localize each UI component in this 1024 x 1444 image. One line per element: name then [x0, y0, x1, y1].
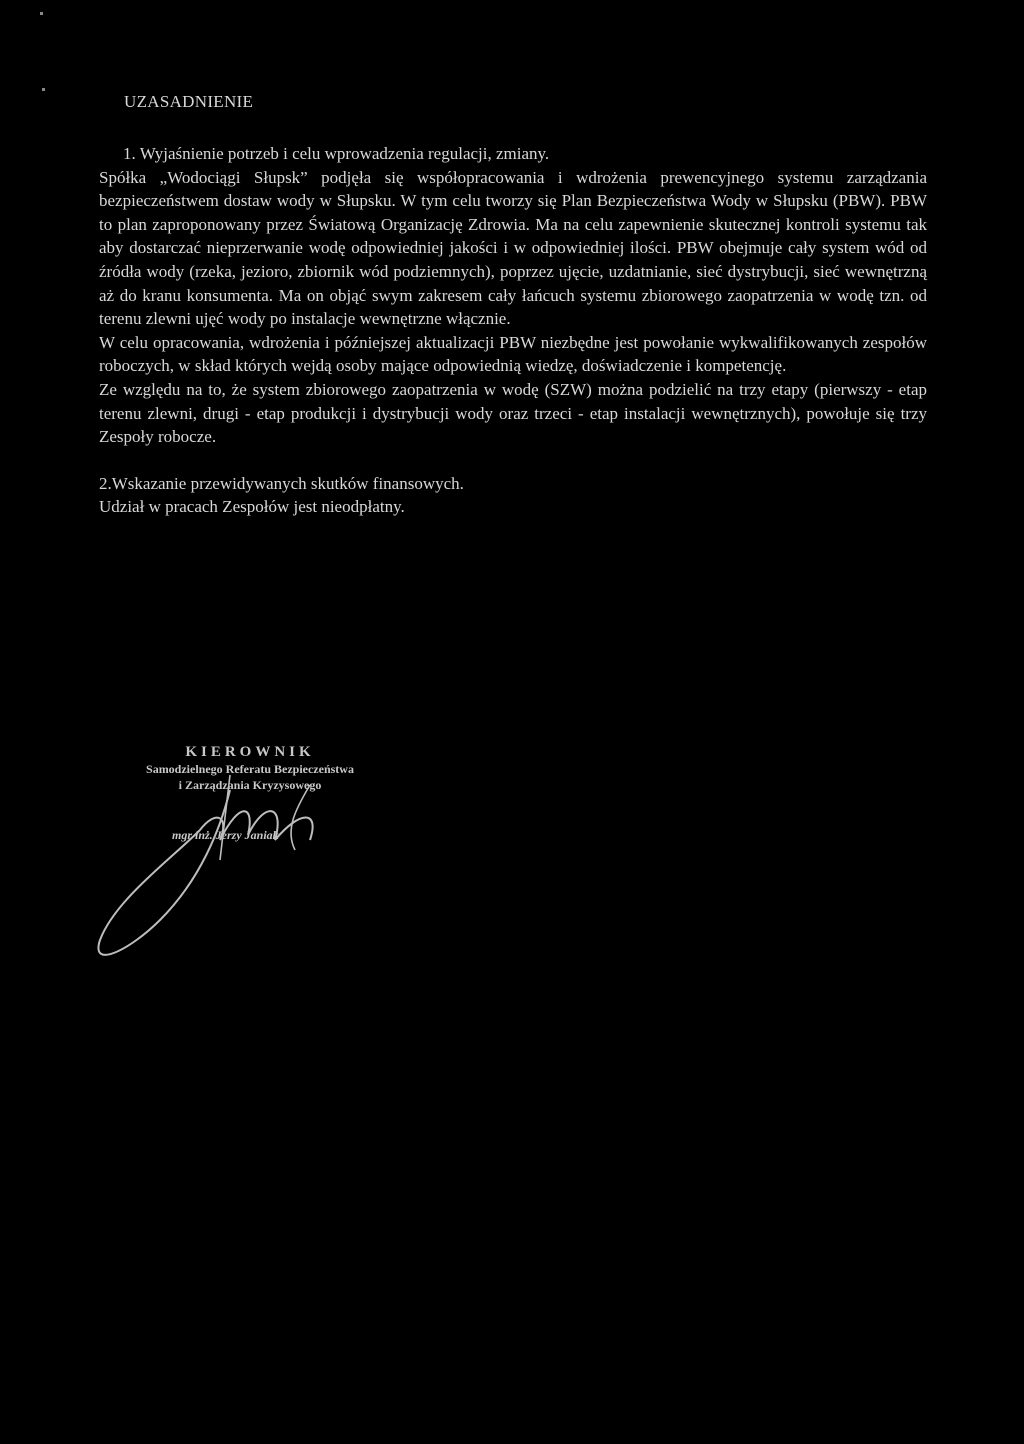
section2-paragraph1: Udział w pracach Zespołów jest nieodpłatny.	[99, 497, 405, 517]
document-heading: UZASADNIENIE	[124, 92, 254, 111]
section-gap	[99, 449, 927, 472]
scan-speck	[40, 12, 43, 15]
document-body	[99, 142, 927, 519]
section1-title: 1. Wyjaśnienie potrzeb i celu wprowadzenia regulacji, zmiany.	[123, 144, 550, 163]
stamp-name: mgr inż. Jerzy Janiak	[172, 828, 279, 842]
section1-paragraph1: Spółka „Wodociągi Słupsk” podjęła się współopracowania i wdrożenia prewencyjnego systemu zarządzania bezpieczeństwem dostaw wody w Słupsku. W tym celu tworzy się Plan Bezpieczeństwa Wody w Słupsku (PBW). PBW to plan zaproponowany przez Światową Organizację Zdrowia. Ma na celu zapewnienie skutecznej kontroli systemu tak aby dostarczać nieprzerwanie wodę odpowiedniej jakości i w odpowiedniej ilości. PBW obejmuje cały system wód od źródła wody (rzeka, jezioro, zbiornik wód podziemnych), poprzez ujęcie, uzdatnianie, sieć dystrybucji, sieć wewnętrzną aż do kranu konsumenta. Ma on objąć swym zakresem cały łańcuch systemu zbiorowego zaopatrzenia w wodę tzn. od terenu zlewni ujęć wody po instalacje wewnętrzne włącznie.	[99, 167, 927, 329]
section1-paragraph3: Ze względu na to, że system zbiorowego zaopatrzenia w wodę (SZW) można podzielić na trzy etapy (pierwszy - etap terenu zlewni, drugi - etap produkcji i dystrybucji wody oraz trzeci - etap instalacji wewnętrznych), powołuje się trzy Zespoły robocze.	[99, 379, 927, 447]
handwritten-signature	[80, 770, 380, 980]
section2-title: 2.Wskazanie przewidywanych skutków finansowych.	[99, 473, 464, 493]
scan-speck	[42, 88, 45, 91]
stamp-line1: Samodzielnego Referatu Bezpieczeństwa	[146, 762, 354, 776]
stamp-title: KIEROWNIK	[185, 744, 315, 760]
section1-paragraph2: W celu opracowania, wdrożenia i późniejszej aktualizacji PBW niezbędne jest powołanie wykwalifikowanych zespołów roboczych, w skład których wejdą osoby mające odpowiednią wiedzę, doświadczenie i kompetencję.	[99, 332, 927, 376]
stamp-line2: i Zarządzania Kryzysowego	[178, 778, 322, 792]
